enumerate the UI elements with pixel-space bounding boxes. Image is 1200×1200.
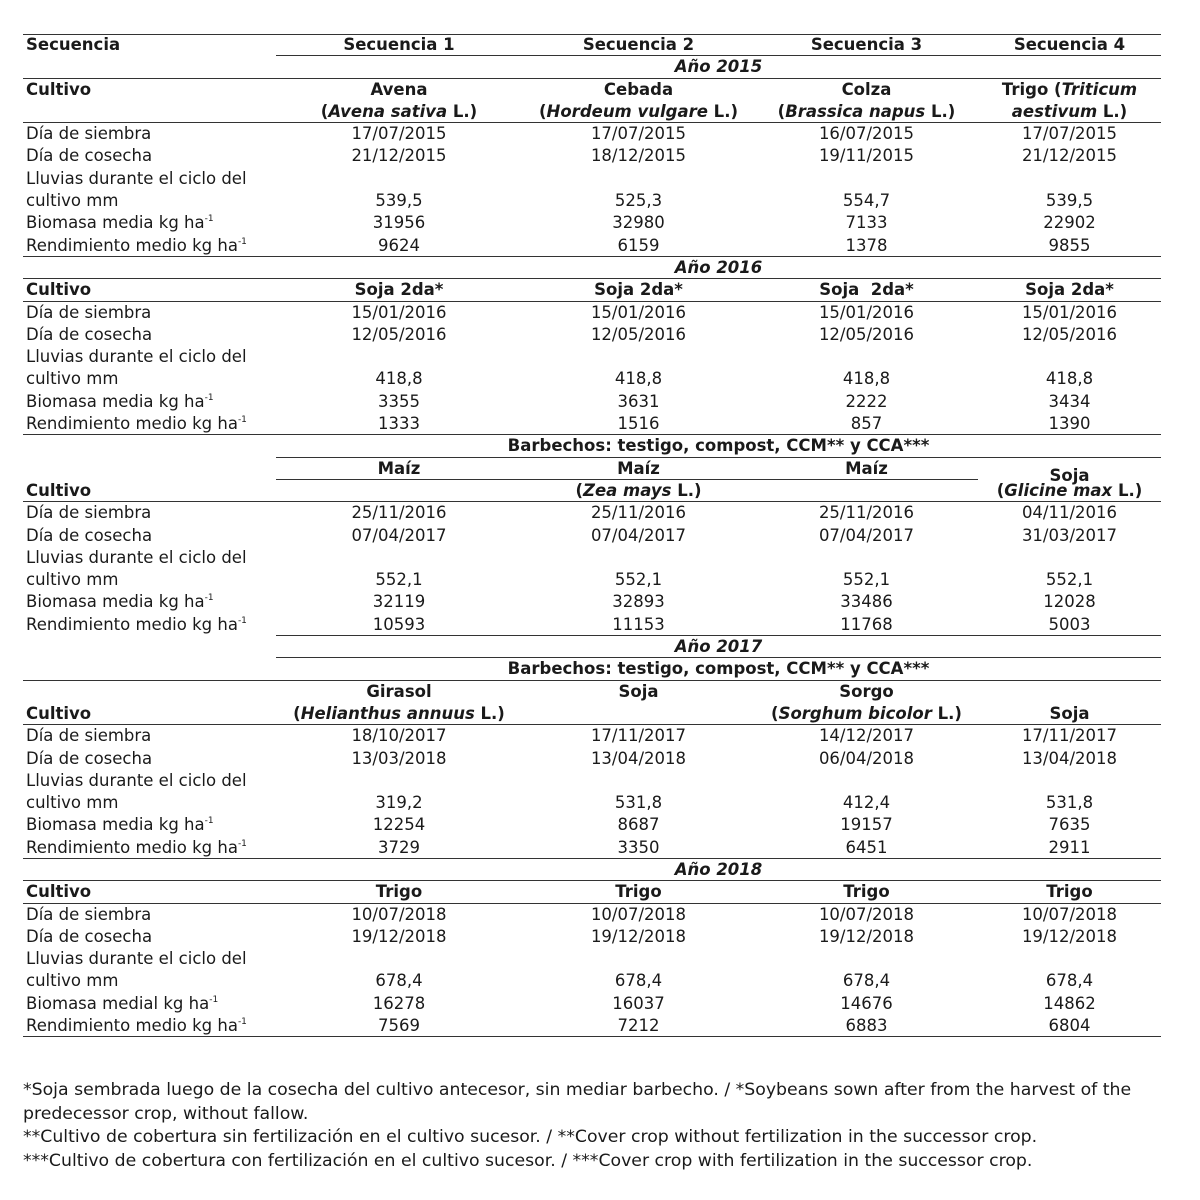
- crop-sequence-table: [23, 34, 1161, 1037]
- barbechos-heading-2016: Barbechos: testigo, compost, CCM** y CCA***: [23, 435, 1161, 457]
- lluvias-label-row-2018: Lluvias durante el ciclo del: [26, 949, 247, 969]
- lluvias-label-row-2016: Lluvias durante el ciclo del: [26, 347, 247, 367]
- rendimiento-row-2015: Rendimiento medio kg $ha^{-1}$ 9624 6159 1378 9855: [23, 235, 1161, 257]
- cosecha-row-2016: Día de cosecha 12/05/2016 12/05/2016 12/05/2016 12/05/2016: [26, 324, 1118, 344]
- year-2018-heading: Año 2018: [23, 859, 1161, 881]
- cosecha-row-2017: Día de cosecha 13/03/2018 13/04/2018 06/04/2018 13/04/2018: [26, 748, 1118, 768]
- footnote-soja: *Soja sembrada luego de la cosecha del cultivo antecesor, sin mediar barbecho. / *Soybeans sown after from the harvest of the predecessor crop, without fallow.: [23, 1080, 1132, 1124]
- crop-row-2016: Cultivo Soja 2da* Soja 2da* Soja 2da* Soja 2da*: [23, 279, 1161, 301]
- header-secuencia-1: Secuencia 1: [343, 35, 455, 54]
- lluvias-label-row-2016b: Lluvias durante el ciclo del: [26, 547, 247, 567]
- lluvias-row-2016: cultivo mm 418,8 418,8 418,8 418,8: [26, 369, 1094, 389]
- crop-row-2016b-b: Cultivo (Zea mays L.) (Glicine max L.): [23, 480, 1161, 502]
- lluvias-label-row-2015: Lluvias durante el ciclo del: [26, 168, 247, 188]
- rendimiento-row-2016b: Rendimiento medio kg $ha^{-1}$ 10593 11153 11768 5003: [23, 614, 1161, 636]
- barbechos-heading-2017: Barbechos: testigo, compost, CCM** y CCA***: [23, 658, 1161, 680]
- cosecha-row-2016b: Día de cosecha 07/04/2017 07/04/2017 07/04/2017 31/03/2017: [26, 525, 1118, 545]
- biomasa-row-2016: Biomasa media kg $ha^{-1}$ 3355 3631 2222 3434: [26, 391, 1091, 411]
- footnote-cca: ***Cultivo de cobertura con fertilización en el cultivo sucesor. / ***Cover crop with fertilization in the successor crop.: [23, 1150, 1033, 1171]
- rendimiento-row-2016: Rendimiento medio kg $ha^{-1}$ 1333 1516 857 1390: [23, 413, 1161, 435]
- lluvias-row-2015: cultivo mm 539,5 525,3 554,7 539,5: [26, 191, 1094, 211]
- biomasa-row-2018: Biomasa medial kg $ha^{-1}$ 16278 16037 14676 14862: [26, 993, 1096, 1013]
- crop-row-2018: Cultivo Trigo Trigo Trigo Trigo: [23, 881, 1161, 903]
- crop-row-2016b-a: Maíz Maíz Maíz Soja: [23, 458, 1161, 480]
- lluvias-row-2016b: cultivo mm 552,1 552,1 552,1 552,1: [26, 570, 1094, 590]
- crop-row-2015-b: (Avena sativa L.) (Hordeum vulgare L.) (Brassica napus L.) aestivum L.): [23, 101, 1161, 123]
- crop-row-2017-a: Girasol Soja Sorgo: [366, 681, 894, 701]
- siembra-row-2018: Día de siembra 10/07/2018 10/07/2018 10/07/2018 10/07/2018: [26, 904, 1118, 924]
- rendimiento-row-2017: Rendimiento medio kg $ha^{-1}$ 3729 3350 6451 2911: [23, 837, 1161, 859]
- lluvias-label-row-2017: Lluvias durante el ciclo del: [26, 770, 247, 790]
- siembra-row-2017: Día de siembra 18/10/2017 17/11/2017 14/12/2017 17/11/2017: [26, 726, 1118, 746]
- biomasa-row-2017: Biomasa media kg $ha^{-1}$ 12254 8687 19157 7635: [26, 815, 1091, 835]
- biomasa-row-2015: Biomasa media kg $ha^{-1}$ 31956 32980 7133 22902: [26, 213, 1096, 233]
- year-2017-heading: Año 2017: [23, 636, 1161, 658]
- table-footnotes: [23, 1079, 1168, 1173]
- cosecha-row-2015: Día de cosecha 21/12/2015 18/12/2015 19/11/2015 21/12/2015: [26, 146, 1118, 166]
- siembra-row-2016b: Día de siembra 25/11/2016 25/11/2016 25/11/2016 04/11/2016: [26, 503, 1118, 523]
- rendimiento-row-2018: Rendimiento medio kg $ha^{-1}$ 7569 7212 6883 6804: [23, 1015, 1161, 1037]
- crop-row-2015-a: Cultivo Avena Cebada Colza Trigo (Triticum: [26, 79, 1138, 99]
- header-secuencia: Secuencia: [26, 35, 121, 54]
- header-secuencia-2: Secuencia 2: [582, 35, 695, 54]
- footnote-ccm: **Cultivo de cobertura sin fertilización en el cultivo sucesor. / **Cover crop without fertilization in the successor crop.: [23, 1127, 1038, 1147]
- biomasa-row-2016b: Biomasa media kg $ha^{-1}$ 32119 32893 33486 12028: [26, 592, 1096, 612]
- siembra-row-2015: Día de siembra 17/07/2015 17/07/2015 16/07/2015 17/07/2015: [26, 124, 1118, 144]
- header-secuencia-4: Secuencia 4: [1013, 35, 1126, 54]
- lluvias-row-2018: cultivo mm 678,4 678,4 678,4 678,4: [26, 971, 1094, 991]
- lluvias-row-2017: cultivo mm 319,2 531,8 412,4 531,8: [26, 793, 1094, 813]
- table-header-row: [23, 34, 1161, 56]
- cosecha-row-2018: Día de cosecha 19/12/2018 19/12/2018 19/12/2018 19/12/2018: [26, 926, 1118, 946]
- year-2016-heading: Año 2016: [23, 257, 1161, 279]
- year-2015-heading: Año 2015: [23, 56, 1161, 78]
- header-secuencia-3: Secuencia 3: [810, 35, 923, 54]
- crop-row-2017-b: Cultivo (Helianthus annuus L.) (Sorghum bicolor L.) Soja: [23, 703, 1161, 725]
- table-bottom-rule: [23, 1036, 1161, 1037]
- siembra-row-2016: Día de siembra 15/01/2016 15/01/2016 15/01/2016 15/01/2016: [26, 302, 1118, 322]
